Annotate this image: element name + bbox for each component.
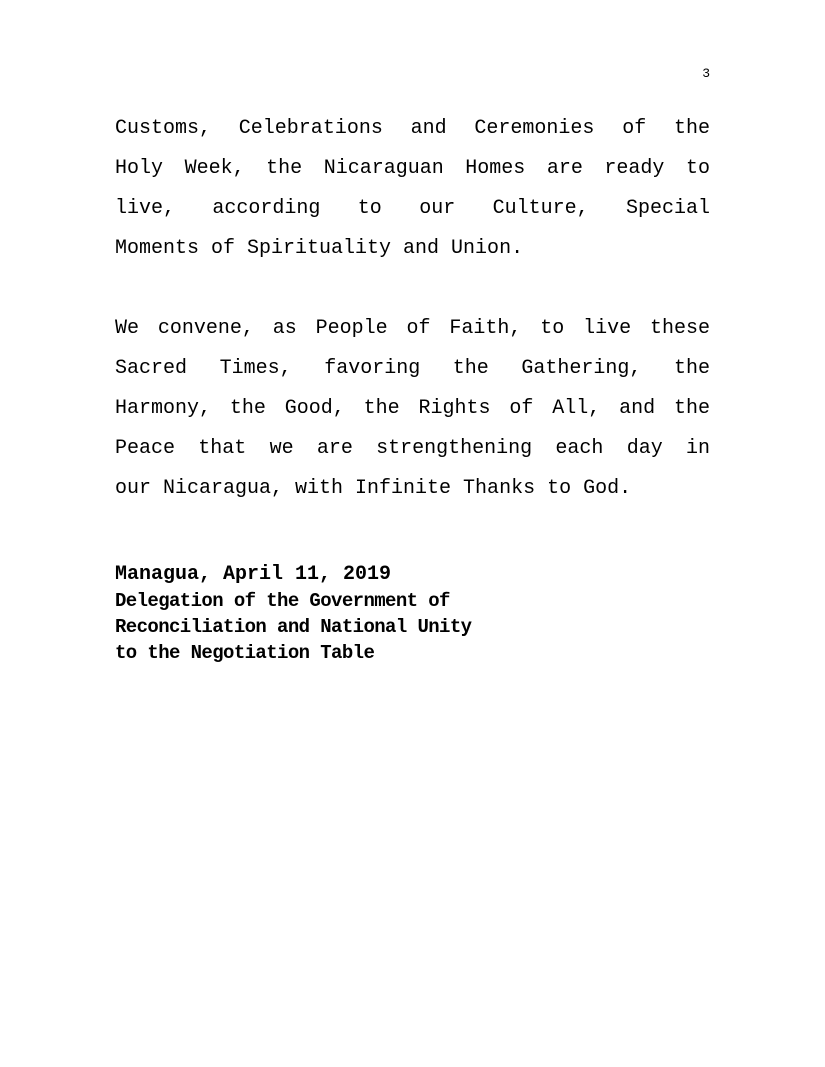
paragraph-line: live, according to our Culture, Special — [115, 197, 710, 220]
paragraph-2 — [115, 309, 710, 509]
signature-block — [115, 562, 710, 666]
paragraph-line: our Nicaragua, with Infinite Thanks to God. — [115, 477, 632, 500]
paragraph-line: Moments of Spirituality and Union. — [115, 237, 524, 260]
signatory-line: Reconciliation and National Unity — [115, 616, 472, 638]
place-and-date: Managua, April 11, 2019 — [115, 563, 392, 586]
paragraph-line: Customs, Celebrations and Ceremonies of the — [115, 117, 710, 140]
page-number: 3 — [702, 66, 710, 81]
paragraph-1 — [115, 109, 710, 269]
signatory-line: to the Negotiation Table — [115, 642, 375, 664]
paragraph-line: Sacred Times, favoring the Gathering, the — [115, 357, 710, 380]
paragraph-line: Harmony, the Good, the Rights of All, and the — [115, 397, 710, 420]
signatory-line: Delegation of the Government of — [115, 590, 450, 612]
paragraph-line: Peace that we are strengthening each day in — [115, 437, 710, 460]
paragraph-line: We convene, as People of Faith, to live these — [115, 317, 710, 340]
paragraph-line: Holy Week, the Nicaraguan Homes are ready to — [115, 157, 710, 180]
